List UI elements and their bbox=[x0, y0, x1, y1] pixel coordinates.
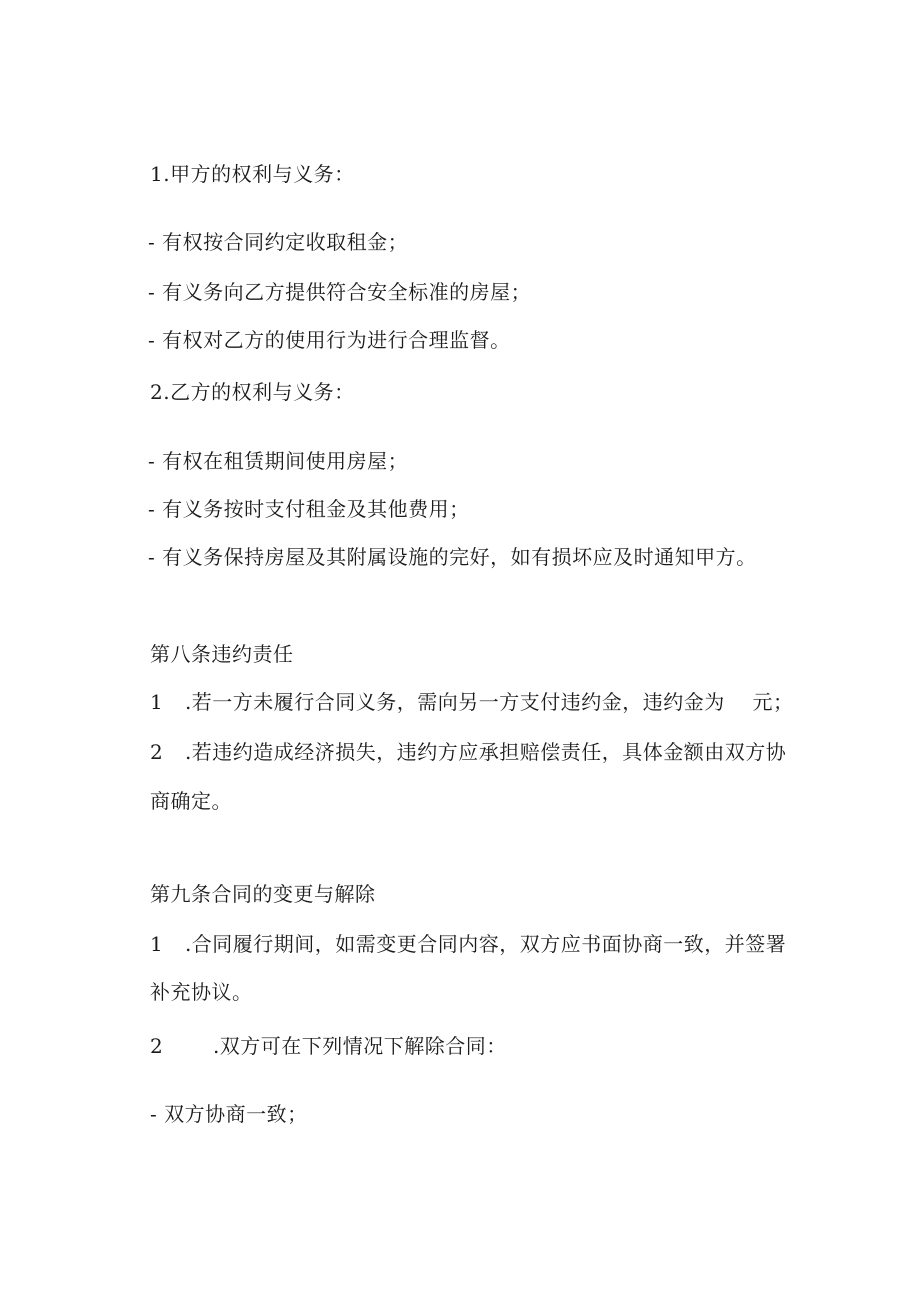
party-b-item-2: - 有义务按时支付租金及其他费用； bbox=[148, 497, 470, 521]
article-9-clause-2 bbox=[150, 1032, 507, 1060]
article-9-item-1: - 双方协商一致； bbox=[150, 1102, 308, 1126]
clause-text: .合同履行期间，如需变更合同内容，双方应书面协商一致，并签署 bbox=[184, 932, 787, 956]
article-8-clause-2 bbox=[150, 738, 786, 766]
clause-number: 1 bbox=[150, 690, 164, 714]
clause-number: 2 bbox=[150, 740, 164, 764]
article-9-clause-1 bbox=[150, 930, 786, 958]
party-b-heading: 2.乙方的权利与义务： bbox=[150, 380, 355, 404]
party-a-item-3: - 有权对乙方的使用行为进行合理监督。 bbox=[148, 328, 511, 352]
article-9-title: 第九条合同的变更与解除 bbox=[150, 882, 376, 906]
article-8-clause-2-continued: 商确定。 bbox=[150, 789, 232, 813]
article-8-title: 第八条违约责任 bbox=[150, 642, 294, 666]
clause-number: 2 bbox=[150, 1034, 164, 1058]
party-a-heading: 1.甲方的权利与义务： bbox=[150, 162, 355, 186]
clause-text: .若一方未履行合同义务，需向另一方支付违约金，违约金为 bbox=[184, 690, 725, 714]
article-8-clause-1 bbox=[150, 688, 794, 716]
clause-end: 元； bbox=[752, 690, 794, 714]
party-a-item-1: - 有权按合同约定收取租金； bbox=[148, 230, 409, 254]
clause-number: 1 bbox=[150, 932, 164, 956]
clause-text: .若违约造成经济损失，违约方应承担赔偿责任，具体金额由双方协 bbox=[184, 740, 787, 764]
party-a-item-2: - 有义务向乙方提供符合安全标准的房屋； bbox=[148, 280, 532, 304]
party-b-item-3: - 有义务保持房屋及其附属设施的完好，如有损坏应及时通知甲方。 bbox=[148, 545, 757, 569]
party-b-item-1: - 有权在租赁期间使用房屋； bbox=[148, 449, 409, 473]
article-9-clause-1-continued: 补充协议。 bbox=[150, 980, 253, 1004]
clause-text: .双方可在下列情况下解除合同： bbox=[212, 1034, 507, 1058]
